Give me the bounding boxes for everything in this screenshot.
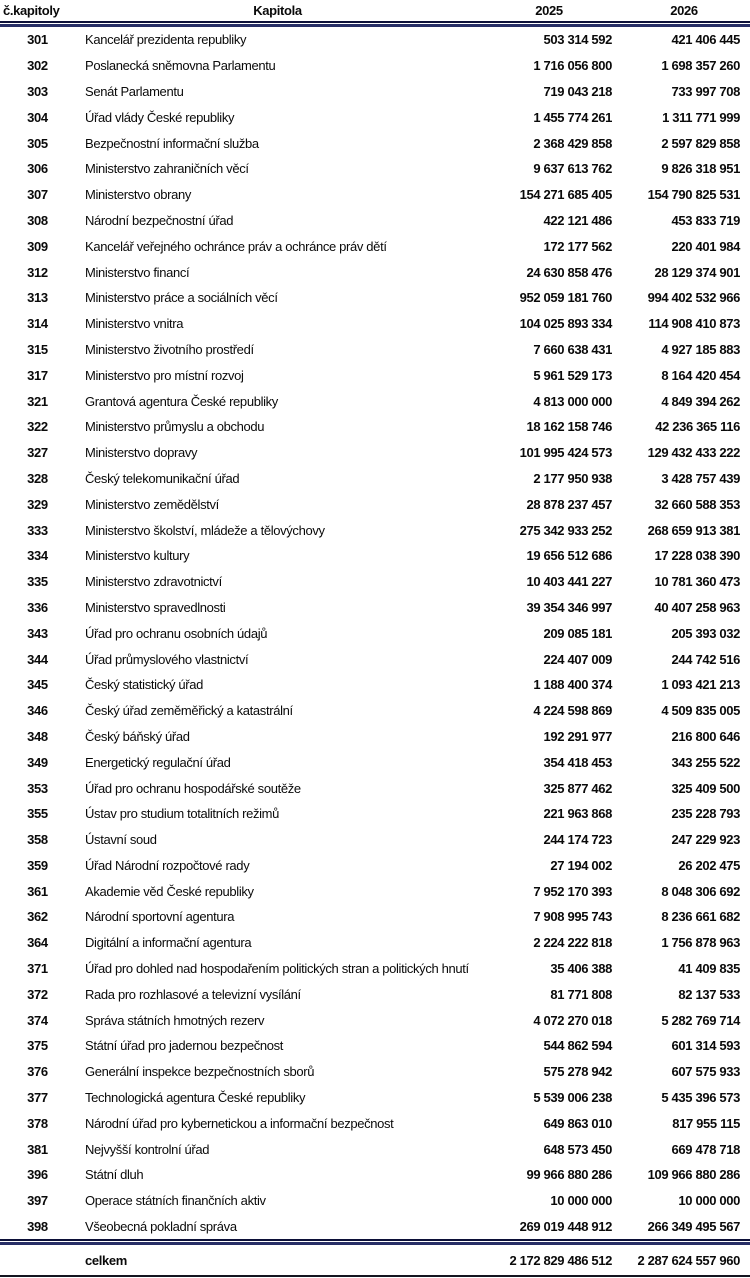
table-row bbox=[0, 182, 750, 208]
chapter-name-cell: Ministerstvo průmyslu a obchodu bbox=[85, 419, 265, 435]
chapter-name-cell: Kancelář veřejného ochránce práv a ochránce práv dětí bbox=[85, 238, 387, 254]
value-2026-cell: 4 927 185 883 bbox=[661, 341, 740, 357]
value-2026-cell: 601 314 593 bbox=[671, 1038, 740, 1054]
value-2026-cell: 669 478 718 bbox=[671, 1141, 740, 1157]
value-2026-cell: 129 432 433 222 bbox=[647, 445, 740, 461]
chapter-name-cell: Státní úřad pro jadernou bezpečnost bbox=[85, 1038, 284, 1054]
table-row bbox=[0, 388, 750, 414]
chapter-name-cell: Rada pro rozhlasové a televizní vysílání bbox=[85, 986, 301, 1002]
chapter-number-cell: 314 bbox=[27, 316, 48, 332]
value-2026-cell: 17 228 038 390 bbox=[654, 548, 740, 564]
value-2026-cell: 8 048 306 692 bbox=[661, 883, 740, 899]
value-2025-cell: 27 194 002 bbox=[550, 857, 612, 873]
value-2025-cell: 1 455 774 261 bbox=[533, 109, 612, 125]
value-2025-cell: 81 771 808 bbox=[550, 986, 612, 1002]
value-2026-cell: 4 509 835 005 bbox=[661, 703, 740, 719]
value-2025-cell: 18 162 158 746 bbox=[526, 419, 612, 435]
value-2026-cell: 421 406 445 bbox=[671, 32, 740, 48]
table-row bbox=[0, 466, 750, 492]
chapter-name-cell: Bezpečnostní informační služba bbox=[85, 135, 259, 151]
value-2026-cell: 32 660 588 353 bbox=[654, 496, 740, 512]
value-2026-cell: 244 742 516 bbox=[671, 651, 740, 667]
table-row bbox=[0, 440, 750, 466]
table-row bbox=[0, 156, 750, 182]
table-row bbox=[0, 672, 750, 698]
value-2026-cell: 607 575 933 bbox=[671, 1064, 740, 1080]
chapter-number-cell: 376 bbox=[27, 1064, 48, 1080]
chapter-name-cell: Ministerstvo školství, mládeže a tělovýchovy bbox=[85, 522, 325, 538]
chapter-number-cell: 355 bbox=[27, 806, 48, 822]
chapter-name-cell: Úřad pro ochranu hospodářské soutěže bbox=[85, 780, 301, 796]
value-2026-cell: 325 409 500 bbox=[671, 780, 740, 796]
value-2026-cell: 82 137 533 bbox=[678, 986, 740, 1002]
value-2026-cell: 109 966 880 286 bbox=[647, 1167, 740, 1183]
value-2025-cell: 2 177 950 938 bbox=[533, 470, 612, 486]
total-value-2025: 2 172 829 486 512 bbox=[509, 1252, 612, 1268]
table-row bbox=[0, 27, 750, 53]
value-2026-cell: 994 402 532 966 bbox=[647, 290, 740, 306]
table-row bbox=[0, 878, 750, 904]
chapter-name-cell: Ministerstvo financí bbox=[85, 264, 190, 280]
table-row bbox=[0, 517, 750, 543]
total-label: celkem bbox=[85, 1252, 127, 1268]
value-2025-cell: 649 863 010 bbox=[543, 1115, 612, 1131]
value-2026-cell: 817 955 115 bbox=[672, 1115, 740, 1131]
value-2025-cell: 7 952 170 393 bbox=[533, 883, 612, 899]
value-2026-cell: 216 800 646 bbox=[671, 728, 740, 744]
value-2026-cell: 41 409 835 bbox=[678, 961, 740, 977]
chapter-number-cell: 308 bbox=[27, 212, 48, 228]
chapter-name-cell: Ministerstvo zdravotnictví bbox=[85, 574, 222, 590]
table-row bbox=[0, 1188, 750, 1214]
total-empty-cell bbox=[0, 1245, 75, 1275]
chapter-name-cell: Národní sportovní agentura bbox=[85, 909, 235, 925]
value-2026-cell: 154 790 825 531 bbox=[647, 187, 740, 203]
chapter-number-cell: 362 bbox=[27, 909, 48, 925]
value-2026-cell: 268 659 913 381 bbox=[647, 522, 740, 538]
chapter-number-cell: 361 bbox=[27, 883, 48, 899]
value-2026-cell: 235 228 793 bbox=[671, 806, 740, 822]
value-2025-cell: 24 630 858 476 bbox=[526, 264, 612, 280]
table-row bbox=[0, 1007, 750, 1033]
chapter-number-cell: 333 bbox=[27, 522, 48, 538]
table-row bbox=[0, 1059, 750, 1085]
value-2025-cell: 648 573 450 bbox=[543, 1141, 612, 1157]
table-row bbox=[0, 595, 750, 621]
value-2026-cell: 1 756 878 963 bbox=[661, 935, 740, 951]
value-2026-cell: 28 129 374 901 bbox=[654, 264, 740, 280]
chapter-name-cell: Národní bezpečnostní úřad bbox=[85, 212, 234, 228]
value-2026-cell: 10 781 360 473 bbox=[654, 574, 740, 590]
chapter-name-cell: Ministerstvo obrany bbox=[85, 187, 192, 203]
chapter-number-cell: 307 bbox=[27, 187, 48, 203]
value-2026-cell: 5 435 396 573 bbox=[661, 1090, 740, 1106]
value-2026-cell: 40 407 258 963 bbox=[654, 599, 740, 615]
value-2026-cell: 1 311 771 999 bbox=[662, 109, 740, 125]
value-2025-cell: 244 174 723 bbox=[543, 832, 612, 848]
chapter-number-cell: 304 bbox=[27, 109, 48, 125]
value-2025-cell: 221 963 868 bbox=[543, 806, 612, 822]
value-2025-cell: 275 342 933 252 bbox=[519, 522, 612, 538]
chapter-name-cell: Senát Parlamentu bbox=[85, 83, 184, 99]
chapter-name-cell: Kancelář prezidenta republiky bbox=[85, 32, 247, 48]
table-body bbox=[0, 27, 750, 1239]
value-2025-cell: 9 637 613 762 bbox=[533, 161, 612, 177]
value-2025-cell: 5 961 529 173 bbox=[533, 367, 612, 383]
chapter-name-cell: Ministerstvo dopravy bbox=[85, 445, 198, 461]
chapter-number-cell: 327 bbox=[27, 445, 48, 461]
table-row bbox=[0, 724, 750, 750]
chapter-name-cell: Český telekomunikační úřad bbox=[85, 470, 240, 486]
value-2025-cell: 224 407 009 bbox=[543, 651, 612, 667]
chapter-name-cell: Ministerstvo spravedlnosti bbox=[85, 599, 226, 615]
chapter-name-cell: Ministerstvo vnitra bbox=[85, 316, 184, 332]
value-2026-cell: 247 229 923 bbox=[671, 832, 740, 848]
table-row bbox=[0, 311, 750, 337]
value-2026-cell: 114 908 410 873 bbox=[648, 316, 740, 332]
chapter-number-cell: 321 bbox=[27, 393, 48, 409]
value-2025-cell: 7 908 995 743 bbox=[533, 909, 612, 925]
table-row bbox=[0, 853, 750, 879]
value-2026-cell: 205 393 032 bbox=[671, 625, 740, 641]
chapter-name-cell: Všeobecná pokladní správa bbox=[85, 1219, 237, 1235]
chapter-number-cell: 398 bbox=[27, 1219, 48, 1235]
value-2026-cell: 453 833 719 bbox=[671, 212, 740, 228]
table-row bbox=[0, 956, 750, 982]
chapter-name-cell: Poslanecká sněmovna Parlamentu bbox=[85, 58, 276, 74]
table-row bbox=[0, 1162, 750, 1188]
value-2025-cell: 1 716 056 800 bbox=[533, 58, 612, 74]
value-2025-cell: 10 000 000 bbox=[550, 1193, 612, 1209]
value-2025-cell: 39 354 346 997 bbox=[526, 599, 612, 615]
table-row bbox=[0, 53, 750, 79]
value-2026-cell: 10 000 000 bbox=[678, 1193, 740, 1209]
value-2026-cell: 26 202 475 bbox=[678, 857, 740, 873]
table-body-table bbox=[0, 27, 750, 1239]
chapter-number-cell: 344 bbox=[27, 651, 48, 667]
value-2025-cell: 154 271 685 405 bbox=[519, 187, 612, 203]
value-2026-cell: 8 236 661 682 bbox=[661, 909, 740, 925]
table-row bbox=[0, 285, 750, 311]
chapter-number-cell: 378 bbox=[27, 1115, 48, 1131]
chapter-name-cell: Národní úřad pro kybernetickou a informační bezpečnost bbox=[85, 1115, 394, 1131]
chapter-number-cell: 377 bbox=[27, 1090, 48, 1106]
chapter-name-cell: Úřad vlády České republiky bbox=[85, 109, 235, 125]
value-2026-cell: 8 164 420 454 bbox=[661, 367, 740, 383]
table-row bbox=[0, 749, 750, 775]
table-row bbox=[0, 259, 750, 285]
value-2026-cell: 42 236 365 116 bbox=[655, 419, 740, 435]
chapter-name-cell: Technologická agentura České republiky bbox=[85, 1090, 306, 1106]
chapter-number-cell: 359 bbox=[27, 857, 48, 873]
table-row bbox=[0, 414, 750, 440]
value-2025-cell: 544 862 594 bbox=[543, 1038, 612, 1054]
value-2025-cell: 1 188 400 374 bbox=[533, 677, 612, 693]
chapter-number-cell: 306 bbox=[27, 161, 48, 177]
value-2025-cell: 5 539 006 238 bbox=[533, 1090, 612, 1106]
bottom-rule bbox=[0, 1275, 750, 1277]
table-row bbox=[0, 904, 750, 930]
value-2026-cell: 1 698 357 260 bbox=[661, 58, 740, 74]
chapter-name-cell: Generální inspekce bezpečnostních sborů bbox=[85, 1064, 315, 1080]
value-2025-cell: 4 224 598 869 bbox=[533, 703, 612, 719]
value-2026-cell: 343 255 522 bbox=[671, 754, 740, 770]
value-2025-cell: 104 025 893 334 bbox=[519, 316, 612, 332]
chapter-name-cell: Akademie věd České republiky bbox=[85, 883, 254, 899]
value-2026-cell: 5 282 769 714 bbox=[661, 1012, 740, 1028]
chapter-number-cell: 348 bbox=[27, 728, 48, 744]
value-2025-cell: 99 966 880 286 bbox=[526, 1167, 612, 1183]
table-row bbox=[0, 543, 750, 569]
chapter-name-cell: Úřad Národní rozpočtové rady bbox=[85, 857, 250, 873]
chapter-name-cell: Český báňský úřad bbox=[85, 728, 190, 744]
chapter-number-cell: 305 bbox=[27, 135, 48, 151]
table-row bbox=[0, 1214, 750, 1240]
chapter-name-cell: Ministerstvo pro místní rozvoj bbox=[85, 367, 244, 383]
chapter-name-cell: Grantová agentura České republiky bbox=[85, 393, 278, 409]
chapter-number-cell: 396 bbox=[27, 1167, 48, 1183]
value-2026-cell: 1 093 421 213 bbox=[661, 677, 740, 693]
chapter-number-cell: 397 bbox=[27, 1193, 48, 1209]
chapter-name-cell: Správa státních hmotných rezerv bbox=[85, 1012, 265, 1028]
value-2025-cell: 719 043 218 bbox=[543, 83, 612, 99]
value-2025-cell: 4 813 000 000 bbox=[533, 393, 612, 409]
table-row bbox=[0, 233, 750, 259]
chapter-name-cell: Ústavní soud bbox=[85, 832, 157, 848]
table-row bbox=[0, 827, 750, 853]
value-2025-cell: 422 121 486 bbox=[543, 212, 612, 228]
chapter-number-cell: 312 bbox=[27, 264, 48, 280]
table-row bbox=[0, 337, 750, 363]
value-2026-cell: 3 428 757 439 bbox=[661, 470, 740, 486]
value-2025-cell: 575 278 942 bbox=[543, 1064, 612, 1080]
chapter-number-cell: 364 bbox=[27, 935, 48, 951]
chapter-name-cell: Úřad průmyslového vlastnictví bbox=[85, 651, 249, 667]
value-2026-cell: 4 849 394 262 bbox=[661, 393, 740, 409]
chapter-number-cell: 336 bbox=[27, 599, 48, 615]
table-row bbox=[0, 569, 750, 595]
value-2025-cell: 4 072 270 018 bbox=[533, 1012, 612, 1028]
chapter-number-cell: 317 bbox=[27, 367, 48, 383]
column-header-chapter-number: č.kapitoly bbox=[3, 3, 60, 18]
value-2025-cell: 325 877 462 bbox=[543, 780, 612, 796]
chapter-name-cell: Digitální a informační agentura bbox=[85, 935, 252, 951]
chapter-number-cell: 334 bbox=[27, 548, 48, 564]
chapter-name-cell: Ministerstvo práce a sociálních věcí bbox=[85, 290, 278, 306]
chapter-name-cell: Český úřad zeměměřický a katastrální bbox=[85, 703, 293, 719]
value-2025-cell: 2 368 429 858 bbox=[533, 135, 612, 151]
chapter-number-cell: 349 bbox=[27, 754, 48, 770]
table-row bbox=[0, 981, 750, 1007]
value-2025-cell: 503 314 592 bbox=[543, 32, 612, 48]
chapter-number-cell: 309 bbox=[27, 238, 48, 254]
chapter-number-cell: 353 bbox=[27, 780, 48, 796]
chapter-number-cell: 372 bbox=[27, 986, 48, 1002]
value-2025-cell: 35 406 388 bbox=[550, 961, 612, 977]
table-row bbox=[0, 775, 750, 801]
chapter-name-cell: Český statistický úřad bbox=[85, 677, 204, 693]
value-2025-cell: 952 059 181 760 bbox=[519, 290, 612, 306]
chapter-number-cell: 301 bbox=[27, 32, 48, 48]
chapter-name-cell: Ministerstvo zemědělství bbox=[85, 496, 219, 512]
value-2025-cell: 28 878 237 457 bbox=[526, 496, 612, 512]
value-2025-cell: 2 224 222 818 bbox=[533, 935, 612, 951]
total-value-2026: 2 287 624 557 960 bbox=[637, 1252, 740, 1268]
value-2025-cell: 172 177 562 bbox=[543, 238, 612, 254]
chapter-number-cell: 322 bbox=[27, 419, 48, 435]
chapter-number-cell: 329 bbox=[27, 496, 48, 512]
table-row bbox=[0, 362, 750, 388]
chapter-number-cell: 345 bbox=[27, 677, 48, 693]
table-row bbox=[0, 620, 750, 646]
chapter-number-cell: 303 bbox=[27, 83, 48, 99]
chapter-name-cell: Energetický regulační úřad bbox=[85, 754, 231, 770]
chapter-name-cell: Ministerstvo zahraničních věcí bbox=[85, 161, 249, 177]
table-row bbox=[0, 1110, 750, 1136]
chapter-name-cell: Ministerstvo životního prostředí bbox=[85, 341, 254, 357]
table-row bbox=[0, 1033, 750, 1059]
chapter-number-cell: 302 bbox=[27, 58, 48, 74]
header-row bbox=[0, 0, 750, 21]
chapter-number-cell: 371 bbox=[27, 961, 48, 977]
value-2026-cell: 9 826 318 951 bbox=[661, 161, 740, 177]
value-2025-cell: 354 418 453 bbox=[543, 754, 612, 770]
chapter-number-cell: 343 bbox=[27, 625, 48, 641]
table-row bbox=[0, 930, 750, 956]
value-2025-cell: 19 656 512 686 bbox=[526, 548, 612, 564]
chapter-number-cell: 328 bbox=[27, 470, 48, 486]
value-2025-cell: 192 291 977 bbox=[543, 728, 612, 744]
table-header bbox=[0, 0, 750, 21]
value-2026-cell: 733 997 708 bbox=[671, 83, 740, 99]
table-row bbox=[0, 79, 750, 105]
table-row bbox=[0, 104, 750, 130]
column-header-chapter-name: Kapitola bbox=[253, 3, 302, 18]
value-2025-cell: 209 085 181 bbox=[543, 625, 612, 641]
chapter-name-cell: Operace státních finančních aktiv bbox=[85, 1193, 266, 1209]
chapter-name-cell: Nejvyšší kontrolní úřad bbox=[85, 1141, 210, 1157]
chapter-number-cell: 315 bbox=[27, 341, 48, 357]
column-header-2025: 2025 bbox=[535, 3, 563, 18]
chapter-name-cell: Úřad pro ochranu osobních údajů bbox=[85, 625, 268, 641]
chapter-name-cell: Ministerstvo kultury bbox=[85, 548, 190, 564]
chapter-name-cell: Úřad pro dohled nad hospodařením politických stran a politických hnutí bbox=[85, 961, 469, 977]
chapter-number-cell: 335 bbox=[27, 574, 48, 590]
chapter-number-cell: 358 bbox=[27, 832, 48, 848]
total-row bbox=[0, 1245, 750, 1275]
value-2026-cell: 2 597 829 858 bbox=[661, 135, 740, 151]
table-row bbox=[0, 1085, 750, 1111]
table-row bbox=[0, 491, 750, 517]
value-2025-cell: 269 019 448 912 bbox=[519, 1219, 612, 1235]
chapter-number-cell: 374 bbox=[27, 1012, 48, 1028]
table-row bbox=[0, 698, 750, 724]
column-header-2026: 2026 bbox=[670, 3, 698, 18]
chapter-name-cell: Ústav pro studium totalitních režimů bbox=[85, 806, 280, 822]
chapter-number-cell: 375 bbox=[27, 1038, 48, 1054]
chapter-number-cell: 313 bbox=[27, 290, 48, 306]
chapter-number-cell: 346 bbox=[27, 703, 48, 719]
value-2025-cell: 7 660 638 431 bbox=[533, 341, 612, 357]
value-2026-cell: 266 349 495 567 bbox=[647, 1219, 740, 1235]
table-row bbox=[0, 208, 750, 234]
chapter-number-cell: 381 bbox=[27, 1141, 48, 1157]
value-2025-cell: 101 995 424 573 bbox=[519, 445, 612, 461]
value-2026-cell: 220 401 984 bbox=[671, 238, 740, 254]
chapter-name-cell: Státní dluh bbox=[85, 1167, 144, 1183]
table-row bbox=[0, 801, 750, 827]
table-row bbox=[0, 646, 750, 672]
table-row bbox=[0, 130, 750, 156]
table-footer bbox=[0, 1245, 750, 1275]
table-row bbox=[0, 1136, 750, 1162]
value-2025-cell: 10 403 441 227 bbox=[526, 574, 612, 590]
